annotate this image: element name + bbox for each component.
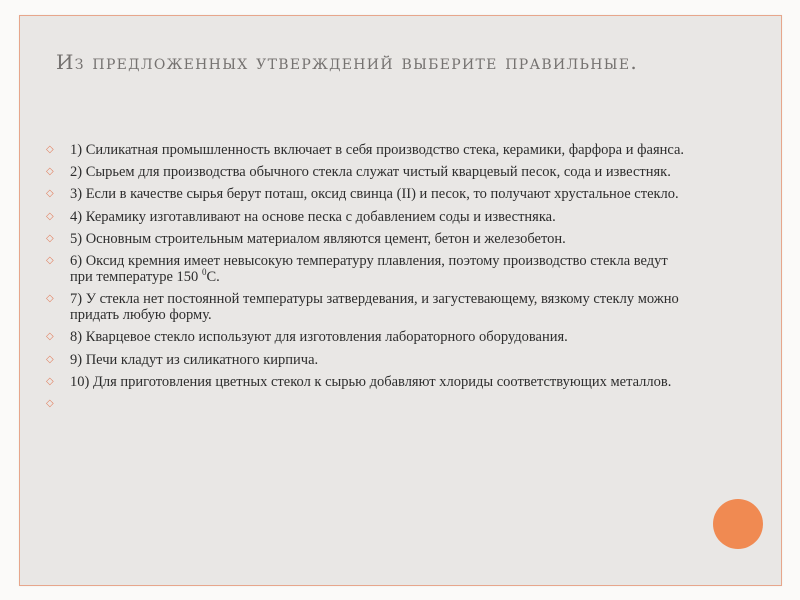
diamond-bullet-icon: ◇	[46, 353, 54, 365]
statement-item-empty	[46, 396, 686, 412]
statement-item	[46, 164, 686, 180]
diamond-bullet-icon: ◇	[46, 375, 54, 387]
statement-item	[46, 329, 686, 345]
statement-item	[46, 352, 686, 368]
diamond-bullet-icon: ◇	[46, 254, 54, 266]
statement-text: 9) Печи кладут из силикатного кирпича.	[70, 351, 319, 368]
degree-superscript: 0	[201, 266, 207, 277]
statement-text: 10) Для приготовления цветных стекол к сырью добавляют хлориды соответствующих металлов.	[70, 373, 672, 390]
statement-text-part: С.	[206, 268, 220, 285]
diamond-bullet-icon: ◇	[46, 397, 54, 409]
accent-circle-decoration	[713, 499, 763, 549]
diamond-bullet-icon: ◇	[46, 166, 54, 178]
slide-title: Из предложенных утверждений выберите правильные.	[56, 50, 639, 74]
statement-item	[46, 186, 686, 202]
statement-text-part: 6) Оксид кремния имеет невысокую температуру плавления, поэтому производство стекла ведут при температуре 150	[70, 252, 668, 285]
diamond-bullet-icon: ◇	[46, 331, 54, 343]
statement-item	[46, 142, 686, 158]
statement-item	[46, 231, 686, 247]
statement-text: 2) Сырьем для производства обычного стекла служат чистый кварцевый песок, сода и известняк.	[70, 164, 671, 181]
statement-text: 4) Керамику изготавливают на основе песка с добавлением соды и известняка.	[70, 208, 556, 225]
diamond-bullet-icon: ◇	[46, 144, 54, 155]
diamond-bullet-icon: ◇	[46, 293, 54, 305]
diamond-bullet-icon: ◇	[46, 188, 54, 200]
statement-list	[46, 142, 686, 418]
statement-item	[46, 291, 686, 323]
statement-text: 3) Если в качестве сырья берут поташ, оксид свинца (II) и песок, то получают хрустальное стекло.	[70, 186, 679, 203]
diamond-bullet-icon: ◇	[46, 210, 54, 222]
statement-item	[46, 253, 686, 285]
statement-item	[46, 374, 686, 390]
statement-text: 7) У стекла нет постоянной температуры затвердевания, и загустевающему, вязкому стеклу можно придать любую форму.	[70, 291, 679, 324]
statement-text: 1) Силикатная промышленность включает в себя производство стека, керамики, фарфора и фаянса.	[70, 142, 685, 158]
statement-text: 8) Кварцевое стекло используют для изготовления лабораторного оборудования.	[70, 329, 568, 346]
statement-text	[70, 253, 668, 285]
statement-text: 5) Основным строительным материалом являются цемент, бетон и железобетон.	[70, 230, 566, 247]
statement-item	[46, 209, 686, 225]
diamond-bullet-icon: ◇	[46, 232, 54, 244]
